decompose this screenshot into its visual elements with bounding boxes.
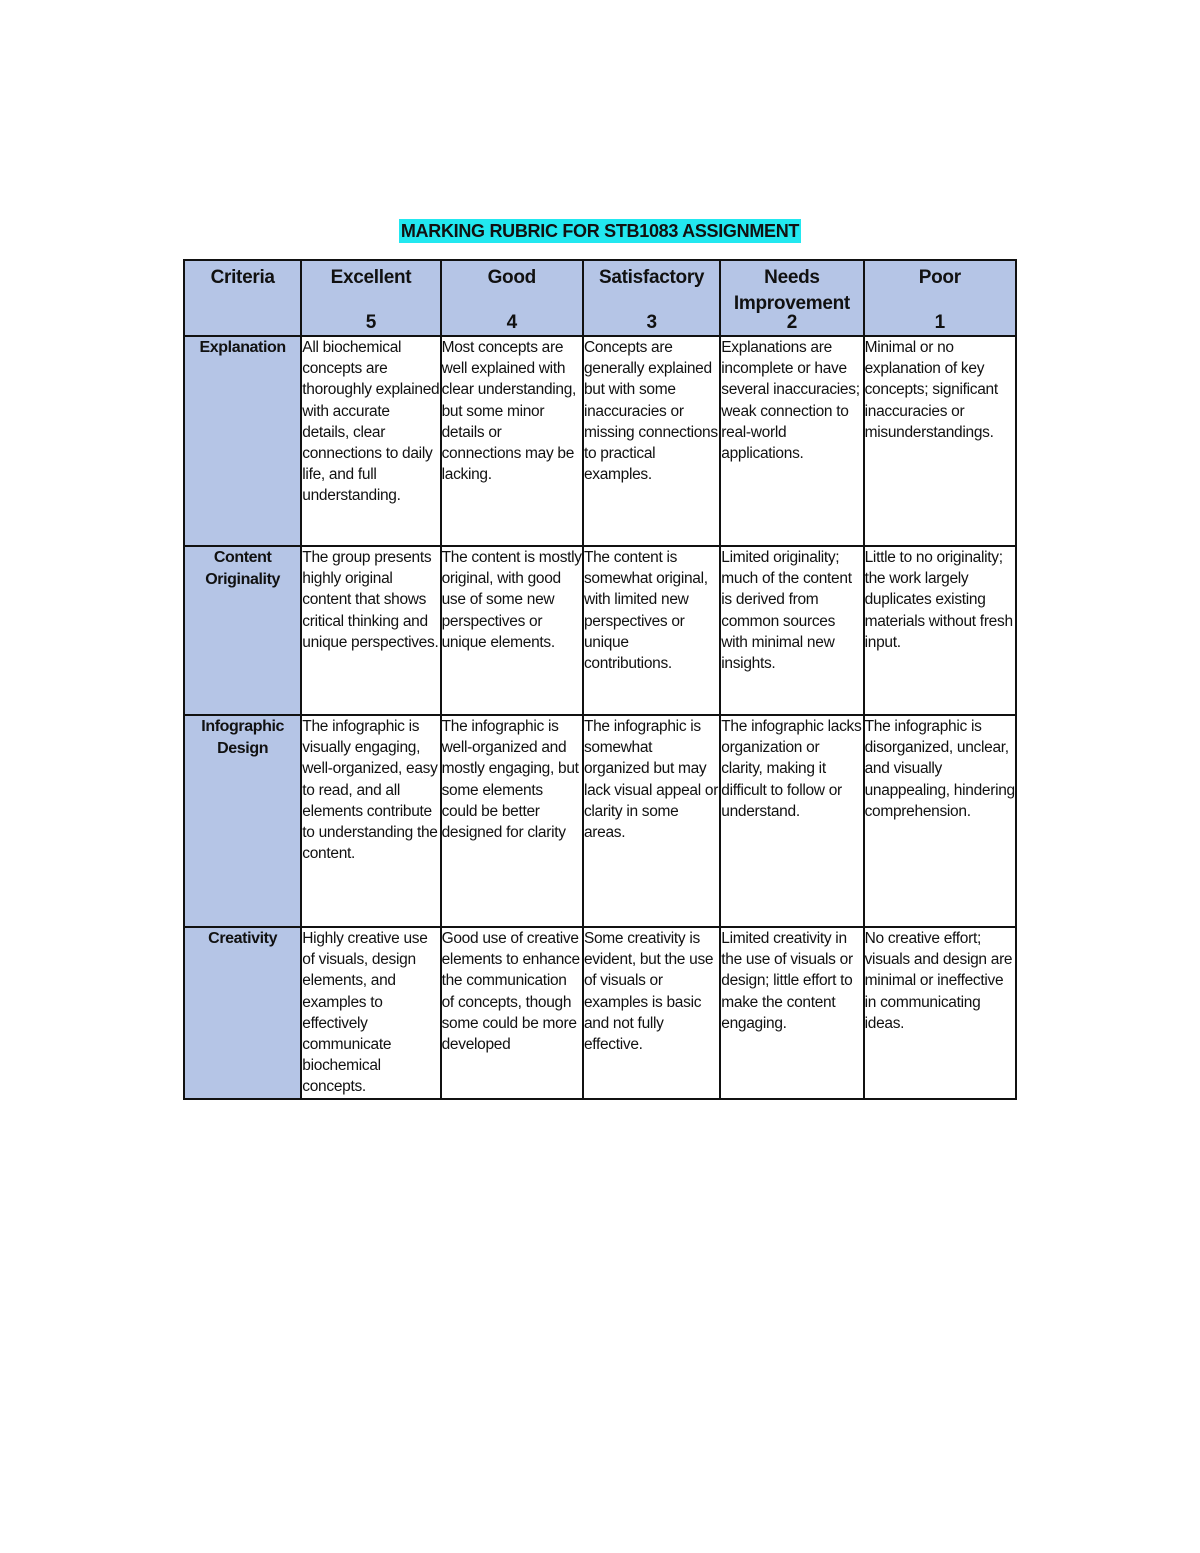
descriptor-cell: The infographic is well-organized and mostly engaging, but some elements could be better designed for clarity xyxy=(441,715,583,927)
descriptor-cell: Minimal or no explanation of key concepts; significant inaccuracies or misunderstandings. xyxy=(864,336,1016,546)
row-explanation xyxy=(184,336,1016,546)
header-label: Good xyxy=(487,267,536,288)
descriptor-cell: Highly creative use of visuals, design elements, and examples to effectively communicate biochemical concepts. xyxy=(301,927,440,1099)
header-label: Criteria xyxy=(210,267,275,288)
descriptor-cell: The content is mostly original, with good use of some new perspectives or unique elements. xyxy=(441,546,583,715)
descriptor-cell: Most concepts are well explained with clear understanding, but some minor details or connections may be lacking. xyxy=(441,336,583,546)
descriptor-cell: The content is somewhat original, with limited new perspectives or unique contributions. xyxy=(583,546,720,715)
header-score: 5 xyxy=(365,312,377,333)
rubric-table xyxy=(183,259,1017,1100)
criterion-cell: Infographic Design xyxy=(184,715,301,927)
header-needs-improvement xyxy=(720,260,863,336)
descriptor-cell: Limited originality; much of the content is derived from common sources with minimal new insights. xyxy=(720,546,863,715)
header-label: Needs Improvement xyxy=(733,267,850,314)
descriptor-cell: The group presents highly original content that shows critical thinking and unique perspectives. xyxy=(301,546,440,715)
descriptor-cell: Some creativity is evident, but the use of visuals or examples is basic and not fully effective. xyxy=(583,927,720,1099)
header-satisfactory xyxy=(583,260,720,336)
descriptor-cell: The infographic is disorganized, unclear, and visually unappealing, hindering comprehension. xyxy=(864,715,1016,927)
criterion-cell: Creativity xyxy=(184,927,301,1099)
descriptor-cell: The infographic is somewhat organized but may lack visual appeal or clarity in some areas. xyxy=(583,715,720,927)
descriptor-cell: No creative effort; visuals and design are minimal or ineffective in communicating ideas. xyxy=(864,927,1016,1099)
row-infographic-design xyxy=(184,715,1016,927)
header-excellent xyxy=(301,260,440,336)
header-label: Poor xyxy=(918,267,961,288)
descriptor-cell: Good use of creative elements to enhance the communication of concepts, though some could be more developed xyxy=(441,927,583,1099)
descriptor-cell: The infographic lacks organization or clarity, making it difficult to follow or understand. xyxy=(720,715,863,927)
header-score: 2 xyxy=(786,312,798,333)
header-good xyxy=(441,260,583,336)
descriptor-cell: Little to no originality; the work largely duplicates existing materials without fresh input. xyxy=(864,546,1016,715)
header-row xyxy=(184,260,1016,336)
header-score: 1 xyxy=(934,312,945,333)
page-title: MARKING RUBRIC FOR STB1083 ASSIGNMENT xyxy=(400,221,800,241)
descriptor-cell: The infographic is visually engaging, well-organized, easy to read, and all elements contribute to understanding the content. xyxy=(301,715,440,927)
descriptor-cell: Explanations are incomplete or have several inaccuracies; weak connection to real-world applications. xyxy=(720,336,863,546)
criterion-cell: Explanation xyxy=(184,336,301,546)
row-content-originality xyxy=(184,546,1016,715)
descriptor-cell: All biochemical concepts are thoroughly explained with accurate details, clear connections to daily life, and full understanding. xyxy=(301,336,440,546)
header-label: Satisfactory xyxy=(599,267,705,288)
header-score: 3 xyxy=(646,312,657,333)
title-container xyxy=(0,219,1200,243)
descriptor-cell: Limited creativity in the use of visuals or design; little effort to make the content engaging. xyxy=(720,927,863,1099)
criterion-cell: Content Originality xyxy=(184,546,301,715)
header-score: 4 xyxy=(506,312,517,333)
descriptor-cell: Concepts are generally explained but with some inaccuracies or missing connections to practical examples. xyxy=(583,336,720,546)
header-poor xyxy=(864,260,1016,336)
header-criteria xyxy=(184,260,301,336)
header-label: Excellent xyxy=(330,267,412,288)
row-creativity xyxy=(184,927,1016,1099)
